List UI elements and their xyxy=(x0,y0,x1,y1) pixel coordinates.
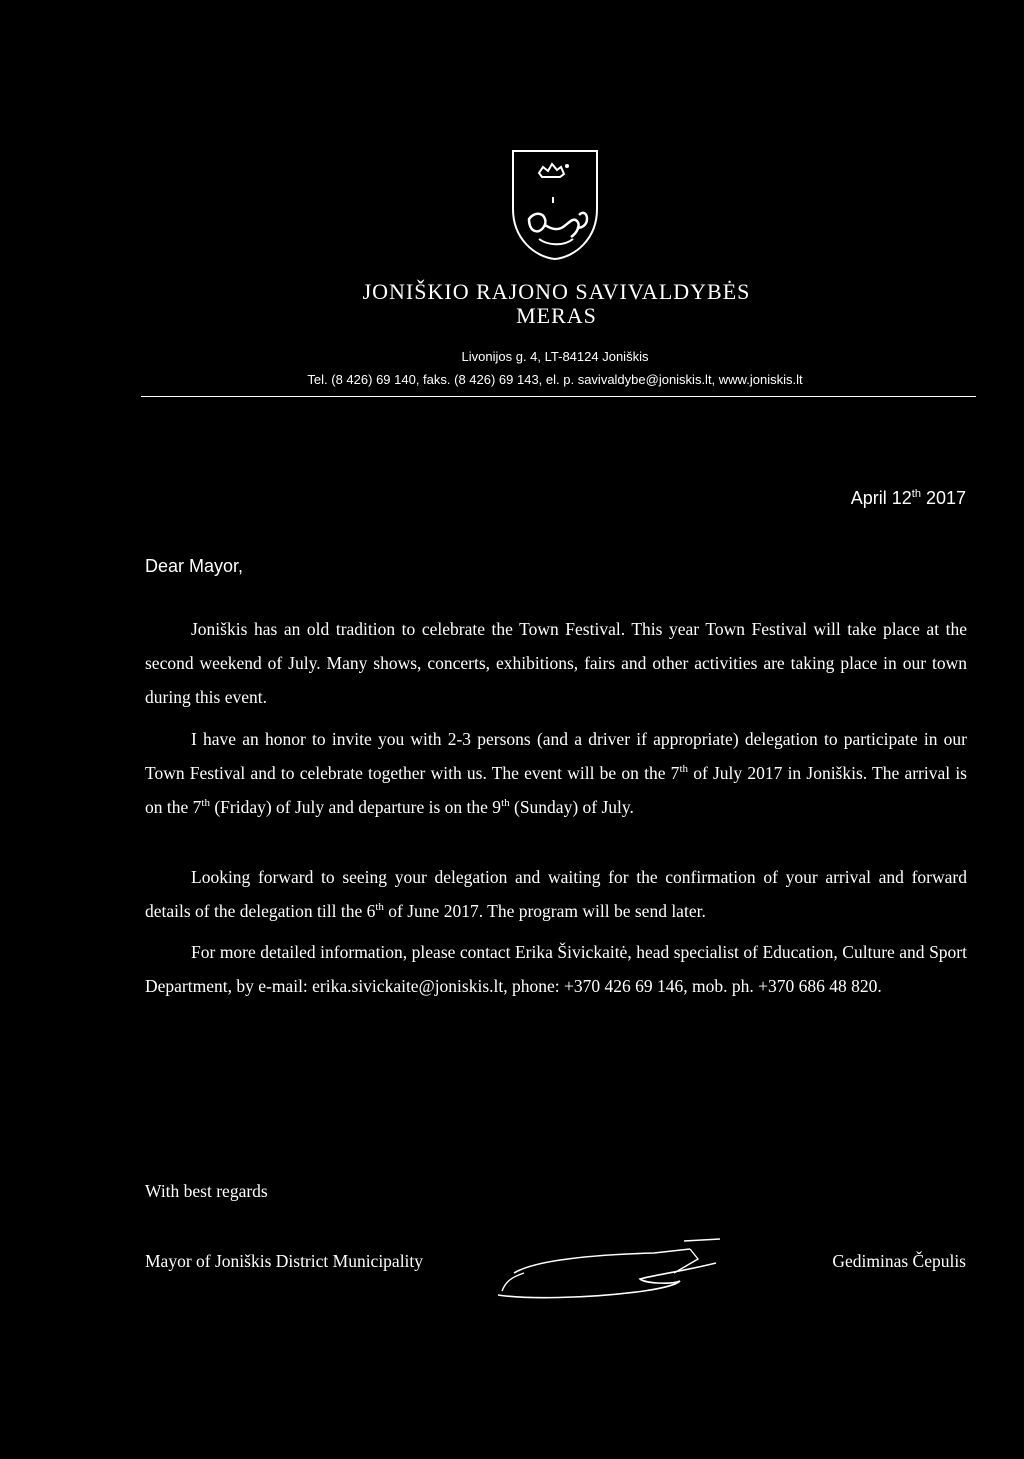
ordinal-suffix: th xyxy=(375,901,384,913)
paragraph-text: For more detailed information, please contact Erika Šivickaitė, head specialist of Education, Culture and Sport Department, by e-mail: erika.sivickaite@joniskis.lt, phone: +370 426 69 146, mob. ph. +370 686 48 820. xyxy=(145,942,967,996)
date-day: April 12 xyxy=(850,488,912,508)
letter-date xyxy=(851,488,966,509)
organization-name: JONIŠKIO RAJONO SAVIVALDYBĖS xyxy=(362,279,751,304)
paragraph-text: Joniškis has an old tradition to celebrate the Town Festival. This year Town Festival will take place at the second weekend of July. Many shows, concerts, exhibitions, fairs and other activities are taking place in our town during this event. xyxy=(145,619,967,707)
header-divider xyxy=(141,396,976,397)
paragraph-text: (Sunday) of July. xyxy=(509,797,634,817)
closing: With best regards xyxy=(145,1181,268,1201)
coat-of-arms-icon xyxy=(509,147,601,263)
paragraph-text: (Friday) of July and departure is on the 9 xyxy=(209,797,502,817)
signer-title: Mayor of Joniškis District Municipality xyxy=(145,1251,424,1271)
paragraph-text: of June 2017. The program will be send later. xyxy=(383,901,706,921)
contact-details: Tel. (8 426) 69 140, faks. (8 426) 69 143, el. p. savivaldybe@joniskis.lt, www.joniskis.lt xyxy=(307,372,803,387)
signature-icon xyxy=(494,1233,726,1303)
salutation: Dear Mayor, xyxy=(145,556,244,576)
address: Livonijos g. 4, LT-84124 Joniškis xyxy=(461,349,649,364)
ordinal-suffix: th xyxy=(679,763,688,775)
organization-title: MERAS xyxy=(516,303,597,328)
paragraph-invitation xyxy=(145,722,967,824)
paragraph-text: I have an honor to invite you with 2-3 persons (and a driver if appropriate) delegation to participate in our Town Festival and to celebrate together with us. The event will be on the 7 xyxy=(145,729,967,783)
signer-name: Gediminas Čepulis xyxy=(832,1251,966,1271)
paragraph-contact xyxy=(145,935,967,1003)
ordinal-suffix: th xyxy=(201,797,210,809)
paragraph-text: of July 2017 in Joniškis. The arrival is on the 7 xyxy=(145,763,967,817)
date-year: 2017 xyxy=(920,488,966,508)
date-suffix: th xyxy=(911,488,921,500)
paragraph-tradition xyxy=(145,612,967,714)
paragraph-confirmation xyxy=(145,860,967,928)
ordinal-suffix: th xyxy=(501,797,510,809)
paragraph-text: Looking forward to seeing your delegation and waiting for the confirmation of your arrival and forward details of the delegation till the 6 xyxy=(145,867,967,921)
